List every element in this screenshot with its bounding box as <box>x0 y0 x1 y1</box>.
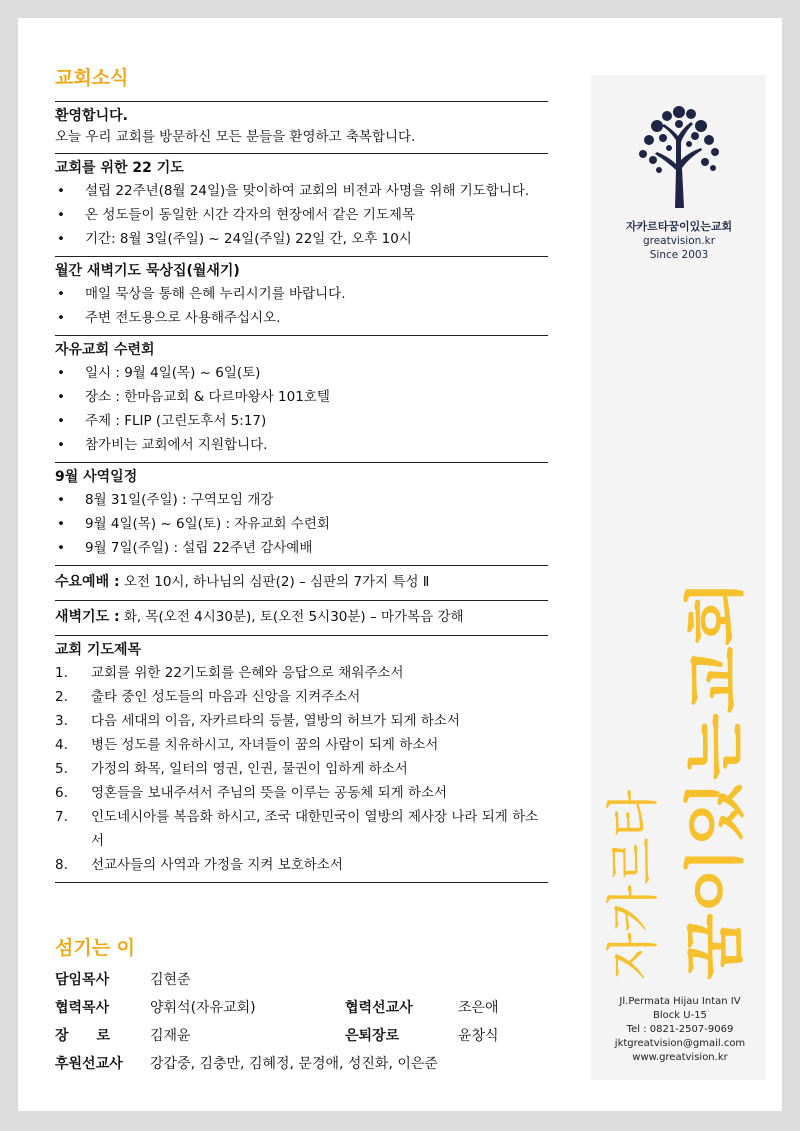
list-item: 6. 영혼들을 보내주셔서 주님의 뜻을 이루는 공동체 되게 하소서 <box>55 785 448 801</box>
staff-list <box>55 966 555 1078</box>
vertical-title-line2: 꿈이있는교회 <box>681 632 751 980</box>
list-item: 8. 선교사들의 사역과 가정을 지켜 보호하소서 <box>55 857 343 873</box>
welcome-section <box>55 101 548 153</box>
staff-row: 협력목사 양휘석(자유교회) 협력선교사 조은애 <box>55 1000 499 1016</box>
contact-info <box>600 995 760 1065</box>
address-line: Block U-15 <box>653 1010 707 1021</box>
list-item: 4. 병든 성도를 치유하시고, 자녀들이 꿈의 사람이 되게 하소서 <box>55 737 439 753</box>
list-item: • 일시 : 9월 4일(목) ~ 6일(토) <box>55 361 548 385</box>
list-item: 3. 다음 세대의 이음, 자카르타의 등불, 열방의 허브가 되게 하소서 <box>55 713 460 729</box>
september-title: 9월 사역일정 <box>55 469 138 485</box>
monthly-title: 월간 새벽기도 묵상집(월새기) <box>55 263 240 279</box>
wednesday-service <box>55 565 548 600</box>
topics-title: 교회 기도제목 <box>55 642 142 658</box>
list-item: • 참가비는 교회에서 지원합니다. <box>55 433 548 457</box>
monthly-section <box>55 256 548 335</box>
address-line: Jl.Permata Hijau Intan IV <box>619 996 741 1007</box>
dawn-label: 새벽기도 : <box>55 609 120 625</box>
church-name: 자카르타꿈이있는교회 <box>625 220 733 233</box>
vertical-church-title <box>601 570 751 990</box>
since-label: Since 2003 <box>649 249 709 261</box>
website-line: www.greatvision.kr <box>632 1052 728 1063</box>
prayer22-title: 교회를 위한 22 기도 <box>55 160 184 176</box>
retreat-section <box>55 335 548 462</box>
list-item: 5. 가정의 화목, 일터의 영권, 인권, 물권이 임하게 하소서 <box>55 761 408 777</box>
topics-section <box>55 635 548 882</box>
welcome-body: 오늘 우리 교회를 방문하신 모든 분들을 환영하고 축복합니다. <box>55 129 416 145</box>
news-heading: 교회소식 <box>55 67 129 89</box>
email-line: jktgreatvision@gmail.com <box>614 1038 746 1049</box>
church-site: greatvision.kr <box>642 235 716 247</box>
dawn-text: 화, 목(오전 4시30분), 토(오전 5시30분) – 마가복음 강해 <box>123 609 464 625</box>
vertical-title-line1: 자카르타 <box>604 779 664 980</box>
list-item: • 9월 4일(목) ~ 6일(토) : 자유교회 수련회 <box>55 512 548 536</box>
retreat-title: 자유교회 수련회 <box>55 342 155 358</box>
list-item: 2. 출타 중인 성도들의 마음과 신앙을 지켜주소서 <box>55 689 361 705</box>
staff-row: 후원선교사 강갑중, 김충만, 김혜정, 문경애, 성진화, 이은준 <box>55 1056 438 1072</box>
list-item: • 주변 전도용으로 사용해주십시오. <box>55 306 548 330</box>
list-item: • 기간: 8월 3일(주일) ~ 24일(주일) 22일 간, 오후 10시 <box>55 227 548 251</box>
staff-row: 장 로 김재윤 은퇴장로 윤창식 <box>55 1028 499 1044</box>
list-item: • 온 성도들이 동일한 시간 각자의 현장에서 같은 기도제목 <box>55 203 548 227</box>
phone-line: Tel : 0821-2507-9069 <box>626 1024 734 1035</box>
staff-heading: 섬기는 이 <box>55 937 136 959</box>
divider <box>55 882 548 883</box>
tree-icon <box>629 100 729 210</box>
church-logo <box>614 100 744 262</box>
list-item: • 8월 31일(주일) : 구역모임 개강 <box>55 488 548 512</box>
list-item: • 장소 : 한마음교회 & 다르마왕사 101호텔 <box>55 385 548 409</box>
wednesday-label: 수요예배 : <box>55 574 120 590</box>
list-item: • 주제 : FLIP (고린도후서 5:17) <box>55 409 548 433</box>
wednesday-text: 오전 10시, 하나님의 심판(2) – 심판의 7가지 특성 Ⅱ <box>123 574 430 590</box>
list-item: • 9월 7일(주일) : 설립 22주년 감사예배 <box>55 536 548 560</box>
welcome-title: 환영합니다. <box>55 108 128 124</box>
september-section <box>55 462 548 565</box>
list-item: • 매일 묵상을 통해 은혜 누리시기를 바랍니다. <box>55 282 548 306</box>
prayer22-section <box>55 153 548 256</box>
news-column <box>55 65 548 883</box>
list-item: 7. 인도네시아를 복음화 하시고, 조국 대한민국이 열방의 제사장 나라 되게 하소서 <box>55 809 539 849</box>
dawn-prayer <box>55 600 548 635</box>
staff-row: 담임목사 김현준 <box>55 972 191 988</box>
list-item: • 설립 22주년(8월 24일)을 맞이하여 교회의 비전과 사명을 위해 기도합니다. <box>55 179 548 203</box>
list-item: 1. 교회를 위한 22기도회를 은혜와 응답으로 채워주소서 <box>55 665 404 681</box>
